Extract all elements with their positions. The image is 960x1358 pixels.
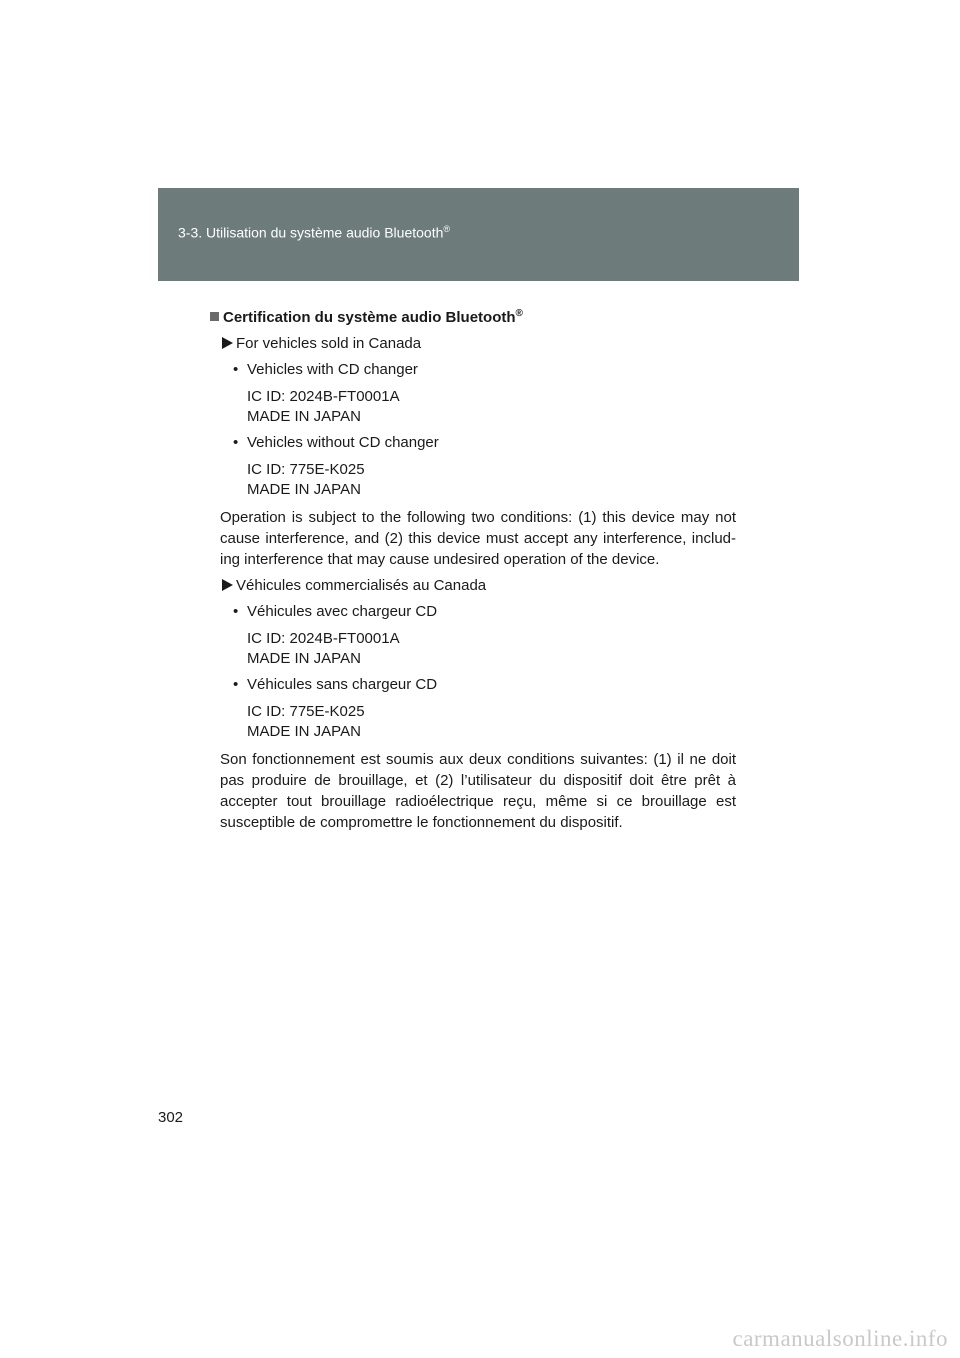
french-heading [222,576,736,596]
triangle-arrow-icon [222,579,233,591]
list-item [233,602,736,622]
ic-id-block [247,460,736,500]
watermark: carmanualsonline.info [732,1326,948,1351]
origin-text: MADE IN JAPAN [247,481,361,498]
registered-mark: ® [515,308,523,319]
origin-text: MADE IN JAPAN [247,408,361,425]
page-number: 302 [158,1109,184,1126]
english-heading [222,334,736,354]
ic-id-block [247,702,736,742]
list-item [233,360,736,380]
ic-id-block [247,629,736,669]
triangle-arrow-icon [222,337,233,349]
chapter-header-bar [158,188,799,281]
list-item-label: Vehicles with CD changer [247,361,418,378]
list-item-label: Vehicles without CD changer [247,434,439,451]
french-notice-paragraph: Son fonctionnement est soumis aux deux conditions suivantes: (1) il ne doit pas produire de brouillage, et (2) l’utilisateur du dispositif doit être prêt à accepter tout brouillage radioélectrique reçu, même si ce brouillage est susceptible de compromettre le fonctionnement du dispositif. [220,751,736,831]
english-notice-paragraph: Operation is subject to the following two conditions: (1) this device may not cause interference, and (2) this device must accept any interference, includ- ing interference that may cause undesired operation of the device. [220,509,736,568]
ic-id: IC ID: 775E-K025 [247,461,365,478]
page-content [210,304,736,833]
chapter-header-title [178,224,450,241]
list-item-label: Véhicules avec chargeur CD [247,603,438,620]
registered-mark: ® [443,224,451,234]
ic-id-block [247,387,736,427]
bullet-icon: • [233,434,239,451]
bullet-icon: • [233,603,239,620]
english-heading-text: For vehicles sold in Canada [236,335,422,352]
section-title-text: Certification du système audio Bluetooth [223,309,516,326]
bullet-icon: • [233,361,239,378]
list-item [233,433,736,453]
french-heading-text: Véhicules commercialisés au Canada [236,577,487,594]
bullet-icon: • [233,676,239,693]
list-item-label: Véhicules sans chargeur CD [247,676,438,693]
square-bullet-icon [210,312,219,321]
chapter-header-text: 3-3. Utilisation du système audio Bluetooth [178,224,444,241]
origin-text: MADE IN JAPAN [247,723,361,740]
ic-id: IC ID: 775E-K025 [247,703,365,720]
ic-id: IC ID: 2024B-FT0001A [247,388,400,405]
section-title [210,304,736,328]
list-item [233,675,736,695]
origin-text: MADE IN JAPAN [247,650,361,667]
ic-id: IC ID: 2024B-FT0001A [247,630,400,647]
